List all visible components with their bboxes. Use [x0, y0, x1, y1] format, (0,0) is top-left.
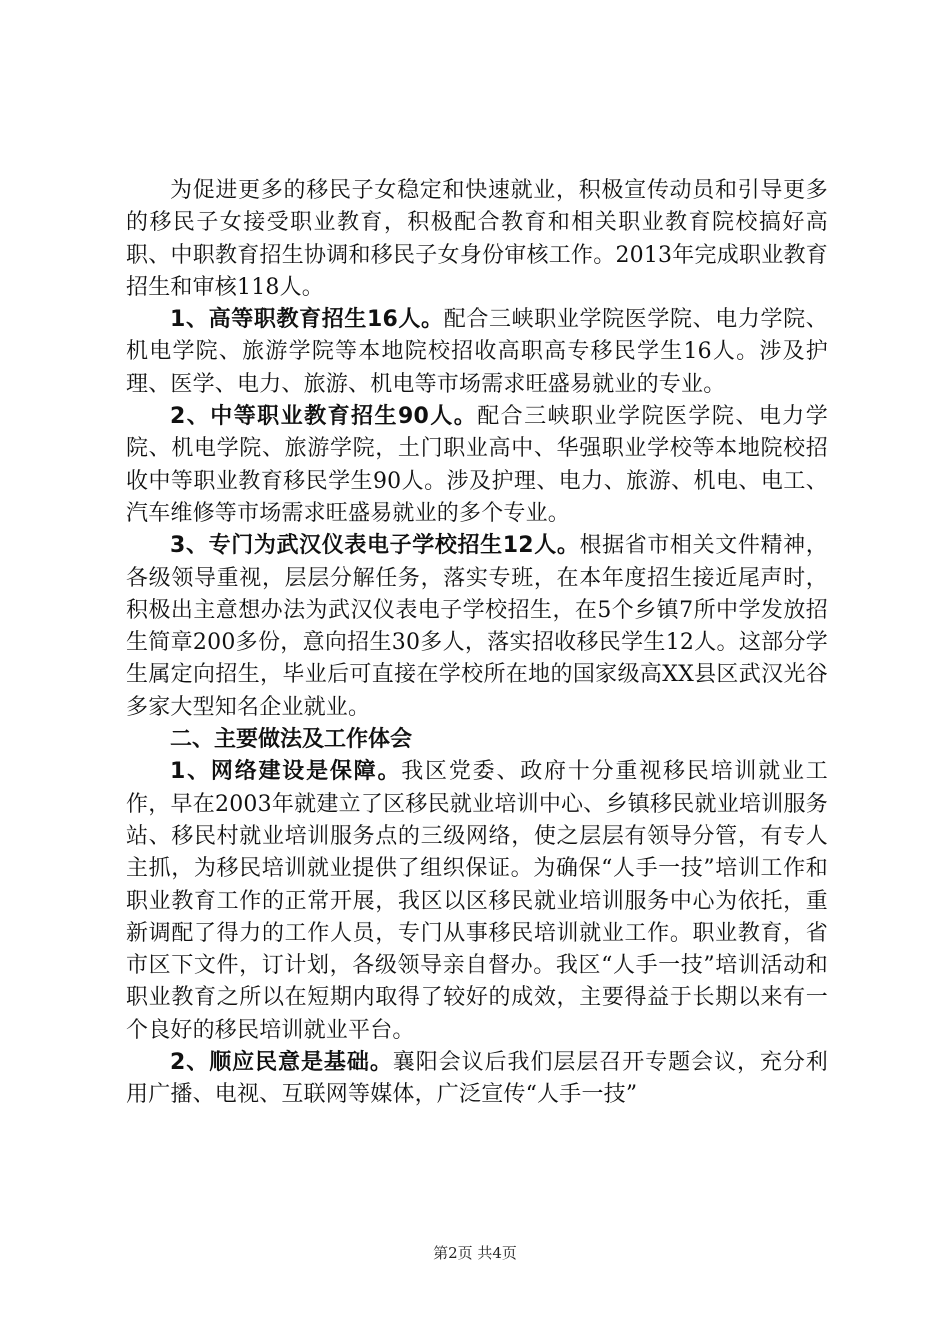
paragraph-lead: 1、网络建设是保障。 — [170, 759, 402, 785]
paragraph-intro — [126, 175, 828, 304]
paragraph-network — [126, 756, 828, 1047]
paragraph-wuhan-school — [126, 530, 828, 724]
page-footer: 第2页 共4页 — [433, 1244, 517, 1262]
document-body — [126, 175, 828, 1112]
paragraph-body: 襄阳会议后我们层层召开专题会议，充分利用广播、电视、互联网等媒体，广泛宣传“人手一技” — [126, 1050, 828, 1108]
paragraph-lead: 3、专门为武汉仪表电子学校招生12人。 — [170, 533, 580, 559]
paragraph-body: 配合三峡职业学院医学院、电力学院、机电学院、旅游学院，土门职业高中、华强职业学校等本地院校招收中等职业教育移民学生90人。涉及护理、电力、旅游、机电、电工、汽车维修等市场需求旺盛易就业的多个专业。 — [126, 404, 828, 526]
paragraph-lead: 1、高等职教育招生16人。 — [170, 307, 444, 333]
paragraph-body: 我区党委、政府十分重视移民培训就业工作，早在2003年就建立了区移民就业培训中心、乡镇移民就业培训服务站、移民村就业培训服务点的三级网络，使之层层有领导分管，有专人主抓，为移民培训就业提供了组织保证。为确保“人手一技”培训工作和职业教育工作的正常开展，我区以区移民就业培训服务中心为依托，重新调配了得力的工作人员，专门从事移民培训就业工作。职业教育，省市区下文件，订计划，各级领导亲自督办。我区“人手一技”培训活动和职业教育之所以在短期内取得了较好的成效，主要得益于长期以来有一个良好的移民培训就业平台。 — [126, 759, 828, 1043]
paragraph-secondary-vocational — [126, 401, 828, 530]
paragraph-higher-vocational — [126, 304, 828, 401]
section-heading: 二、主要做法及工作体会 — [170, 727, 413, 753]
paragraph-public-will — [126, 1047, 828, 1112]
paragraph-body: 配合三峡职业学院医学院、电力学院、机电学院、旅游学院等本地院校招收高职高专移民学生16人。涉及护理、医学、电力、旅游、机电等市场需求旺盛易就业的专业。 — [126, 307, 828, 397]
paragraph-body: 根据省市相关文件精神，各级领导重视，层层分解任务，落实专班，在本年度招生接近尾声时，积极出主意想办法为武汉仪表电子学校招生，在5个乡镇7所中学发放招生简章200多份，意向招生30多人，落实招收移民学生12人。这部分学生属定向招生，毕业后可直接在学校所在地的国家级高XX县区武汉光谷多家大型知名企业就业。 — [126, 533, 828, 720]
paragraph-lead: 2、顺应民意是基础。 — [170, 1050, 393, 1076]
paragraph-lead: 2、中等职业教育招生90人。 — [170, 404, 478, 430]
paragraph-intro-text: 为促进更多的移民子女稳定和快速就业，积极宣传动员和引导更多的移民子女接受职业教育，积极配合教育和相关职业教育院校搞好高职、中职教育招生协调和移民子女身份审核工作。2013年完成职业教育招生和审核118人。 — [126, 178, 828, 300]
